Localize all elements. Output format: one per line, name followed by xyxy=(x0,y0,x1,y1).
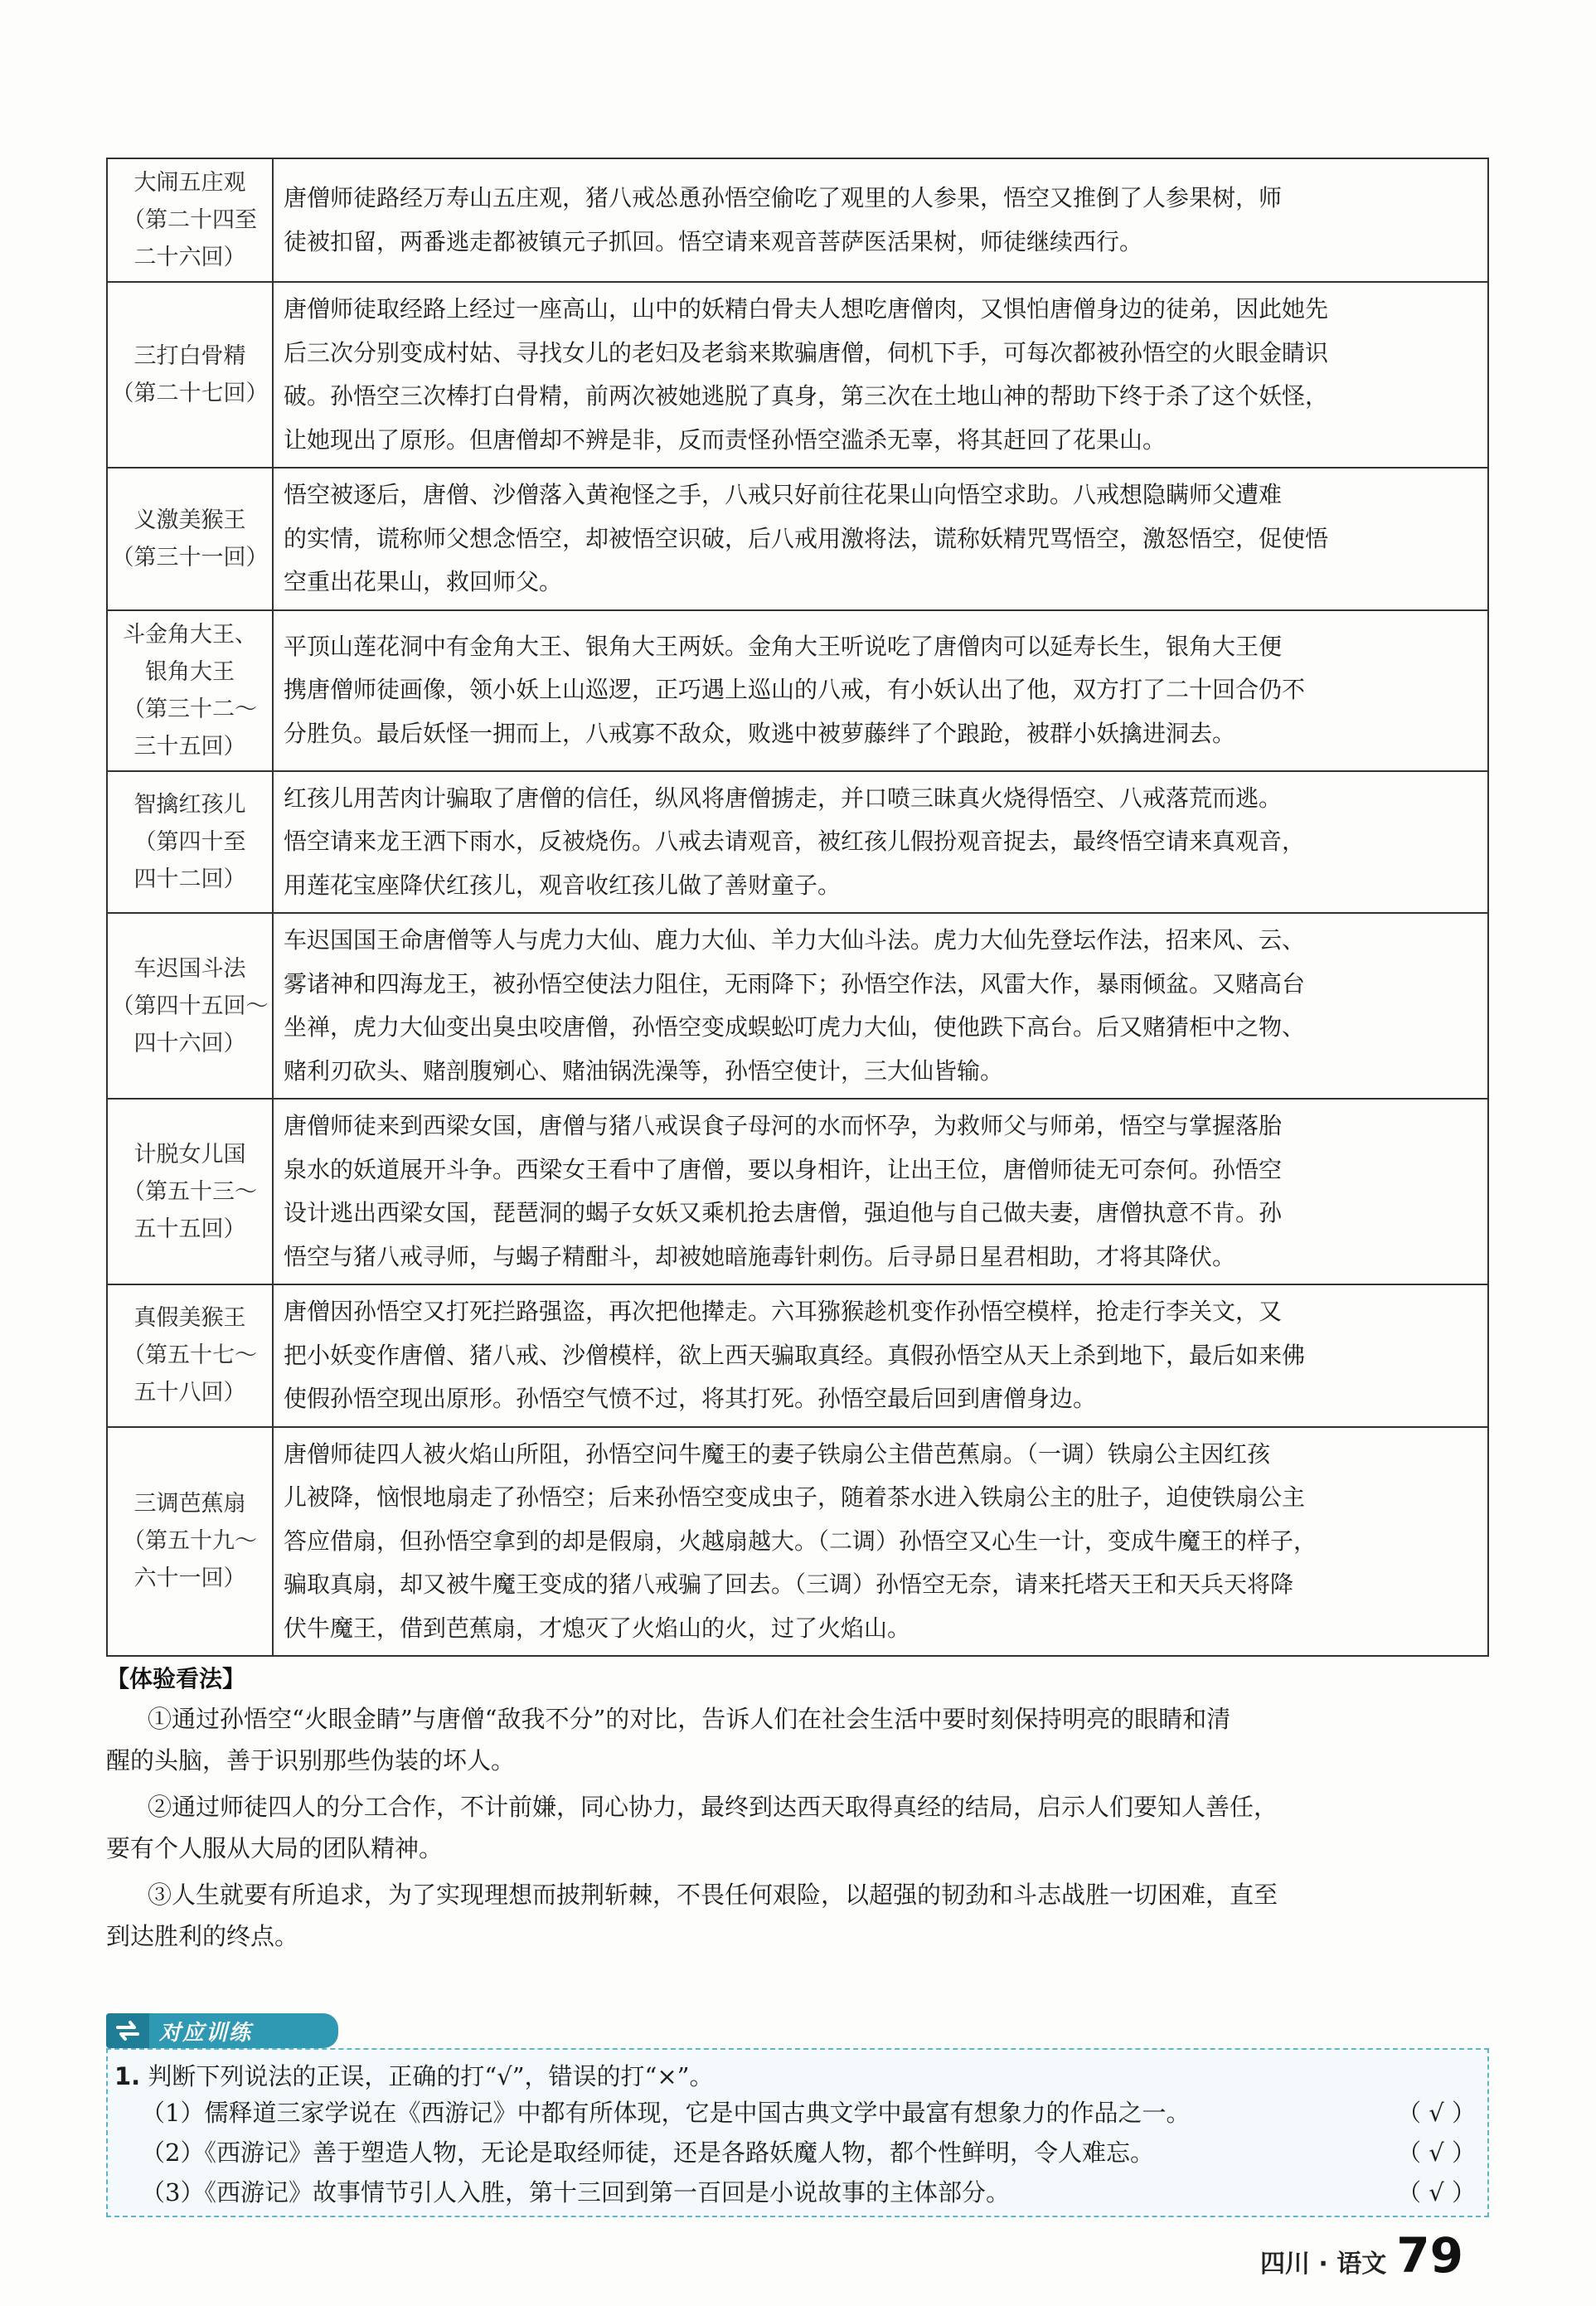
table-row xyxy=(107,282,1488,468)
answer-mark: （ √ ） xyxy=(1397,2139,1476,2167)
story-title: 计脱女儿国 （第五十三～ 五十五回） xyxy=(107,1099,273,1284)
question-title xyxy=(114,2058,714,2092)
answer-mark: （ √ ） xyxy=(1397,2178,1476,2206)
table-row xyxy=(107,913,1488,1099)
question-number: 1. xyxy=(114,2062,141,2090)
story-title: 大闹五庄观 （第二十四至 二十六回） xyxy=(107,158,273,282)
table-row xyxy=(107,1099,1488,1284)
question-item: （2）《西游记》善于塑造人物，无论是取经师徒，还是各路妖魔人物，都个性鲜明，令人难忘。 （ √ ） xyxy=(141,2133,1476,2172)
experience-label: 【体验看法】 xyxy=(106,1665,246,1692)
story-content: 唐僧师徒来到西梁女国，唐僧与猪八戒误食子母河的水而怀孕，为救师父与师弟，悟空与掌握落胎 泉水的妖道展开斗争。西梁女王看中了唐僧，要以身相许，让出王位，唐僧师徒无可奈何。孙悟空 设计逃出西梁女国，琵琶洞的蝎子女妖又乘机抢去唐僧，强迫他与自己做夫妻，唐僧执意不肯。孙 悟空与猪八戒寻师，与蝎子精酣斗，却被她暗施毒针刺伤。后寻昴日星君相助，才将其降伏。 xyxy=(273,1099,1488,1284)
page-footer xyxy=(1260,2227,1463,2284)
question-item: （1）儒释道三家学说在《西游记》中都有所体现，它是中国古典文学中最富有想象力的作品之一。 （ √ ） xyxy=(141,2093,1476,2133)
refresh-icon xyxy=(106,2013,149,2048)
table-row xyxy=(107,158,1488,282)
story-title: 智擒红孩儿 （第四十至 四十二回） xyxy=(107,771,273,914)
list-item: ②通过师徒四人的分工合作，不计前嫌，同心协力，最终到达西天取得真经的结局，启示人们要知人善任， 要有个人服从大局的团队精神。 xyxy=(106,1793,1278,1862)
story-title: 车迟国斗法 （第四十五回～ 四十六回） xyxy=(107,913,273,1099)
story-content: 车迟国国王命唐僧等人与虎力大仙、鹿力大仙、羊力大仙斗法。虎力大仙先登坛作法，招来风、云、 雾诸神和四海龙王，被孙悟空使法力阻住，无雨降下；孙悟空作法，风雷大作，暴雨倾盆。又赌高台 坐禅，虎力大仙变出臭虫咬唐僧，孙悟空变成蜈蚣叮虎力大仙，使他跌下高台。后又赌猜柜中之物、 赌利刃砍头、赌剖腹剜心、赌油锅洗澡等，孙悟空使计，三大仙皆输。 xyxy=(273,913,1488,1099)
training-box xyxy=(106,2048,1489,2217)
story-content: 红孩儿用苦肉计骗取了唐僧的信任，纵风将唐僧掳走，并口喷三昧真火烧得悟空、八戒落荒而逃。 悟空请来龙王洒下雨水，反被烧伤。八戒去请观音，被红孩儿假扮观音捉去，最终悟空请来真观音， 用莲花宝座降伏红孩儿，观音收红孩儿做了善财童子。 xyxy=(273,771,1488,914)
training-title: 对应训练 xyxy=(159,2020,253,2046)
table-row xyxy=(107,771,1488,914)
story-content: 平顶山莲花洞中有金角大王、银角大王两妖。金角大王听说吃了唐僧肉可以延寿长生，银角大王便 携唐僧师徒画像，领小妖上山巡逻，正巧遇上巡山的八戒，有小妖认出了他，双方打了二十回合仍不 分胜负。最后妖怪一拥而上，八戒寡不敌众，败逃中被萝藤绊了个踉跄，被群小妖擒进洞去。 xyxy=(273,610,1488,771)
list-item: ①通过孙悟空“火眼金睛”与唐僧“敌我不分”的对比，告诉人们在社会生活中要时刻保持明亮的眼睛和清 醒的头脑，善于识别那些伪装的坏人。 xyxy=(106,1705,1231,1774)
story-content: 唐僧因孙悟空又打死拦路强盗，再次把他撵走。六耳猕猴趁机变作孙悟空模样，抢走行李关文，又 把小妖变作唐僧、猪八戒、沙僧模样，欲上西天骗取真经。真假孙悟空从天上杀到地下，最后如来佛 使假孙悟空现出原形。孙悟空气愤不过，将其打死。孙悟空最后回到唐僧身边。 xyxy=(273,1284,1488,1427)
stories-table xyxy=(106,158,1489,1657)
subject-label: 四川 · 语文 xyxy=(1259,2250,1387,2279)
question-item: （3）《西游记》故事情节引人入胜，第十三回到第一百回是小说故事的主体部分。 （ √ ） xyxy=(141,2172,1476,2212)
story-title: 义激美猴王 （第三十一回） xyxy=(107,468,273,610)
table-row xyxy=(107,610,1488,771)
story-title: 三调芭蕉扇 （第五十九～ 六十一回） xyxy=(107,1427,273,1657)
list-item: ③人生就要有所追求，为了实现理想而披荆斩棘，不畏任何艰险，以超强的韧劲和斗志战胜一切困难，直至 到达胜利的终点。 xyxy=(106,1881,1278,1950)
training-header xyxy=(106,2013,338,2048)
page-number: 79 xyxy=(1396,2227,1463,2284)
story-content: 悟空被逐后，唐僧、沙僧落入黄袍怪之手，八戒只好前往花果山向悟空求助。八戒想隐瞒师父遭难 的实情，谎称师父想念悟空，却被悟空识破，后八戒用激将法，谎称妖精咒骂悟空，激怒悟空，促使悟 空重出花果山，救回师父。 xyxy=(273,468,1488,610)
story-content: 唐僧师徒取经路上经过一座高山，山中的妖精白骨夫人想吃唐僧肉，又惧怕唐僧身边的徒弟，因此她先 后三次分别变成村姑、寻找女儿的老妇及老翁来欺骗唐僧，伺机下手，可每次都被孙悟空的火眼金睛识 破。孙悟空三次棒打白骨精，前两次被她逃脱了真身，第三次在土地山神的帮助下终于杀了这个妖怪， 让她现出了原形。但唐僧却不辨是非，反而责怪孙悟空滥杀无辜，将其赶回了花果山。 xyxy=(273,282,1488,468)
table-row xyxy=(107,1284,1488,1427)
experience-list xyxy=(106,1698,1489,1962)
story-title: 三打白骨精 （第二十七回） xyxy=(107,282,273,468)
story-title: 真假美猴王 （第五十七～ 五十八回） xyxy=(107,1284,273,1427)
story-content: 唐僧师徒路经万寿山五庄观，猪八戒怂恿孙悟空偷吃了观里的人参果，悟空又推倒了人参果树，师 徒被扣留，两番逃走都被镇元子抓回。悟空请来观音菩萨医活果树，师徒继续西行。 xyxy=(273,158,1488,282)
table-row xyxy=(107,468,1488,610)
story-title: 斗金角大王、 银角大王 （第三十二～ 三十五回） xyxy=(107,610,273,771)
question-text: 判断下列说法的正误，正确的打“√”，错误的打“×”。 xyxy=(148,2062,714,2090)
story-content: 唐僧师徒四人被火焰山所阻，孙悟空问牛魔王的妻子铁扇公主借芭蕉扇。（一调）铁扇公主因红孩 儿被降，恼恨地扇走了孙悟空；后来孙悟空变成虫子，随着茶水进入铁扇公主的肚子，迫使铁扇公主 答应借扇，但孙悟空拿到的却是假扇，火越扇越大。（二调）孙悟空又心生一计，变成牛魔王的样子， 骗取真扇，却又被牛魔王变成的猪八戒骗了回去。（三调）孙悟空无奈，请来托塔天王和天兵天将降 伏牛魔王，借到芭蕉扇，才熄灭了火焰山的火，过了火焰山。 xyxy=(273,1427,1488,1657)
answer-mark: （ √ ） xyxy=(1397,2099,1476,2127)
table-row xyxy=(107,1427,1488,1657)
